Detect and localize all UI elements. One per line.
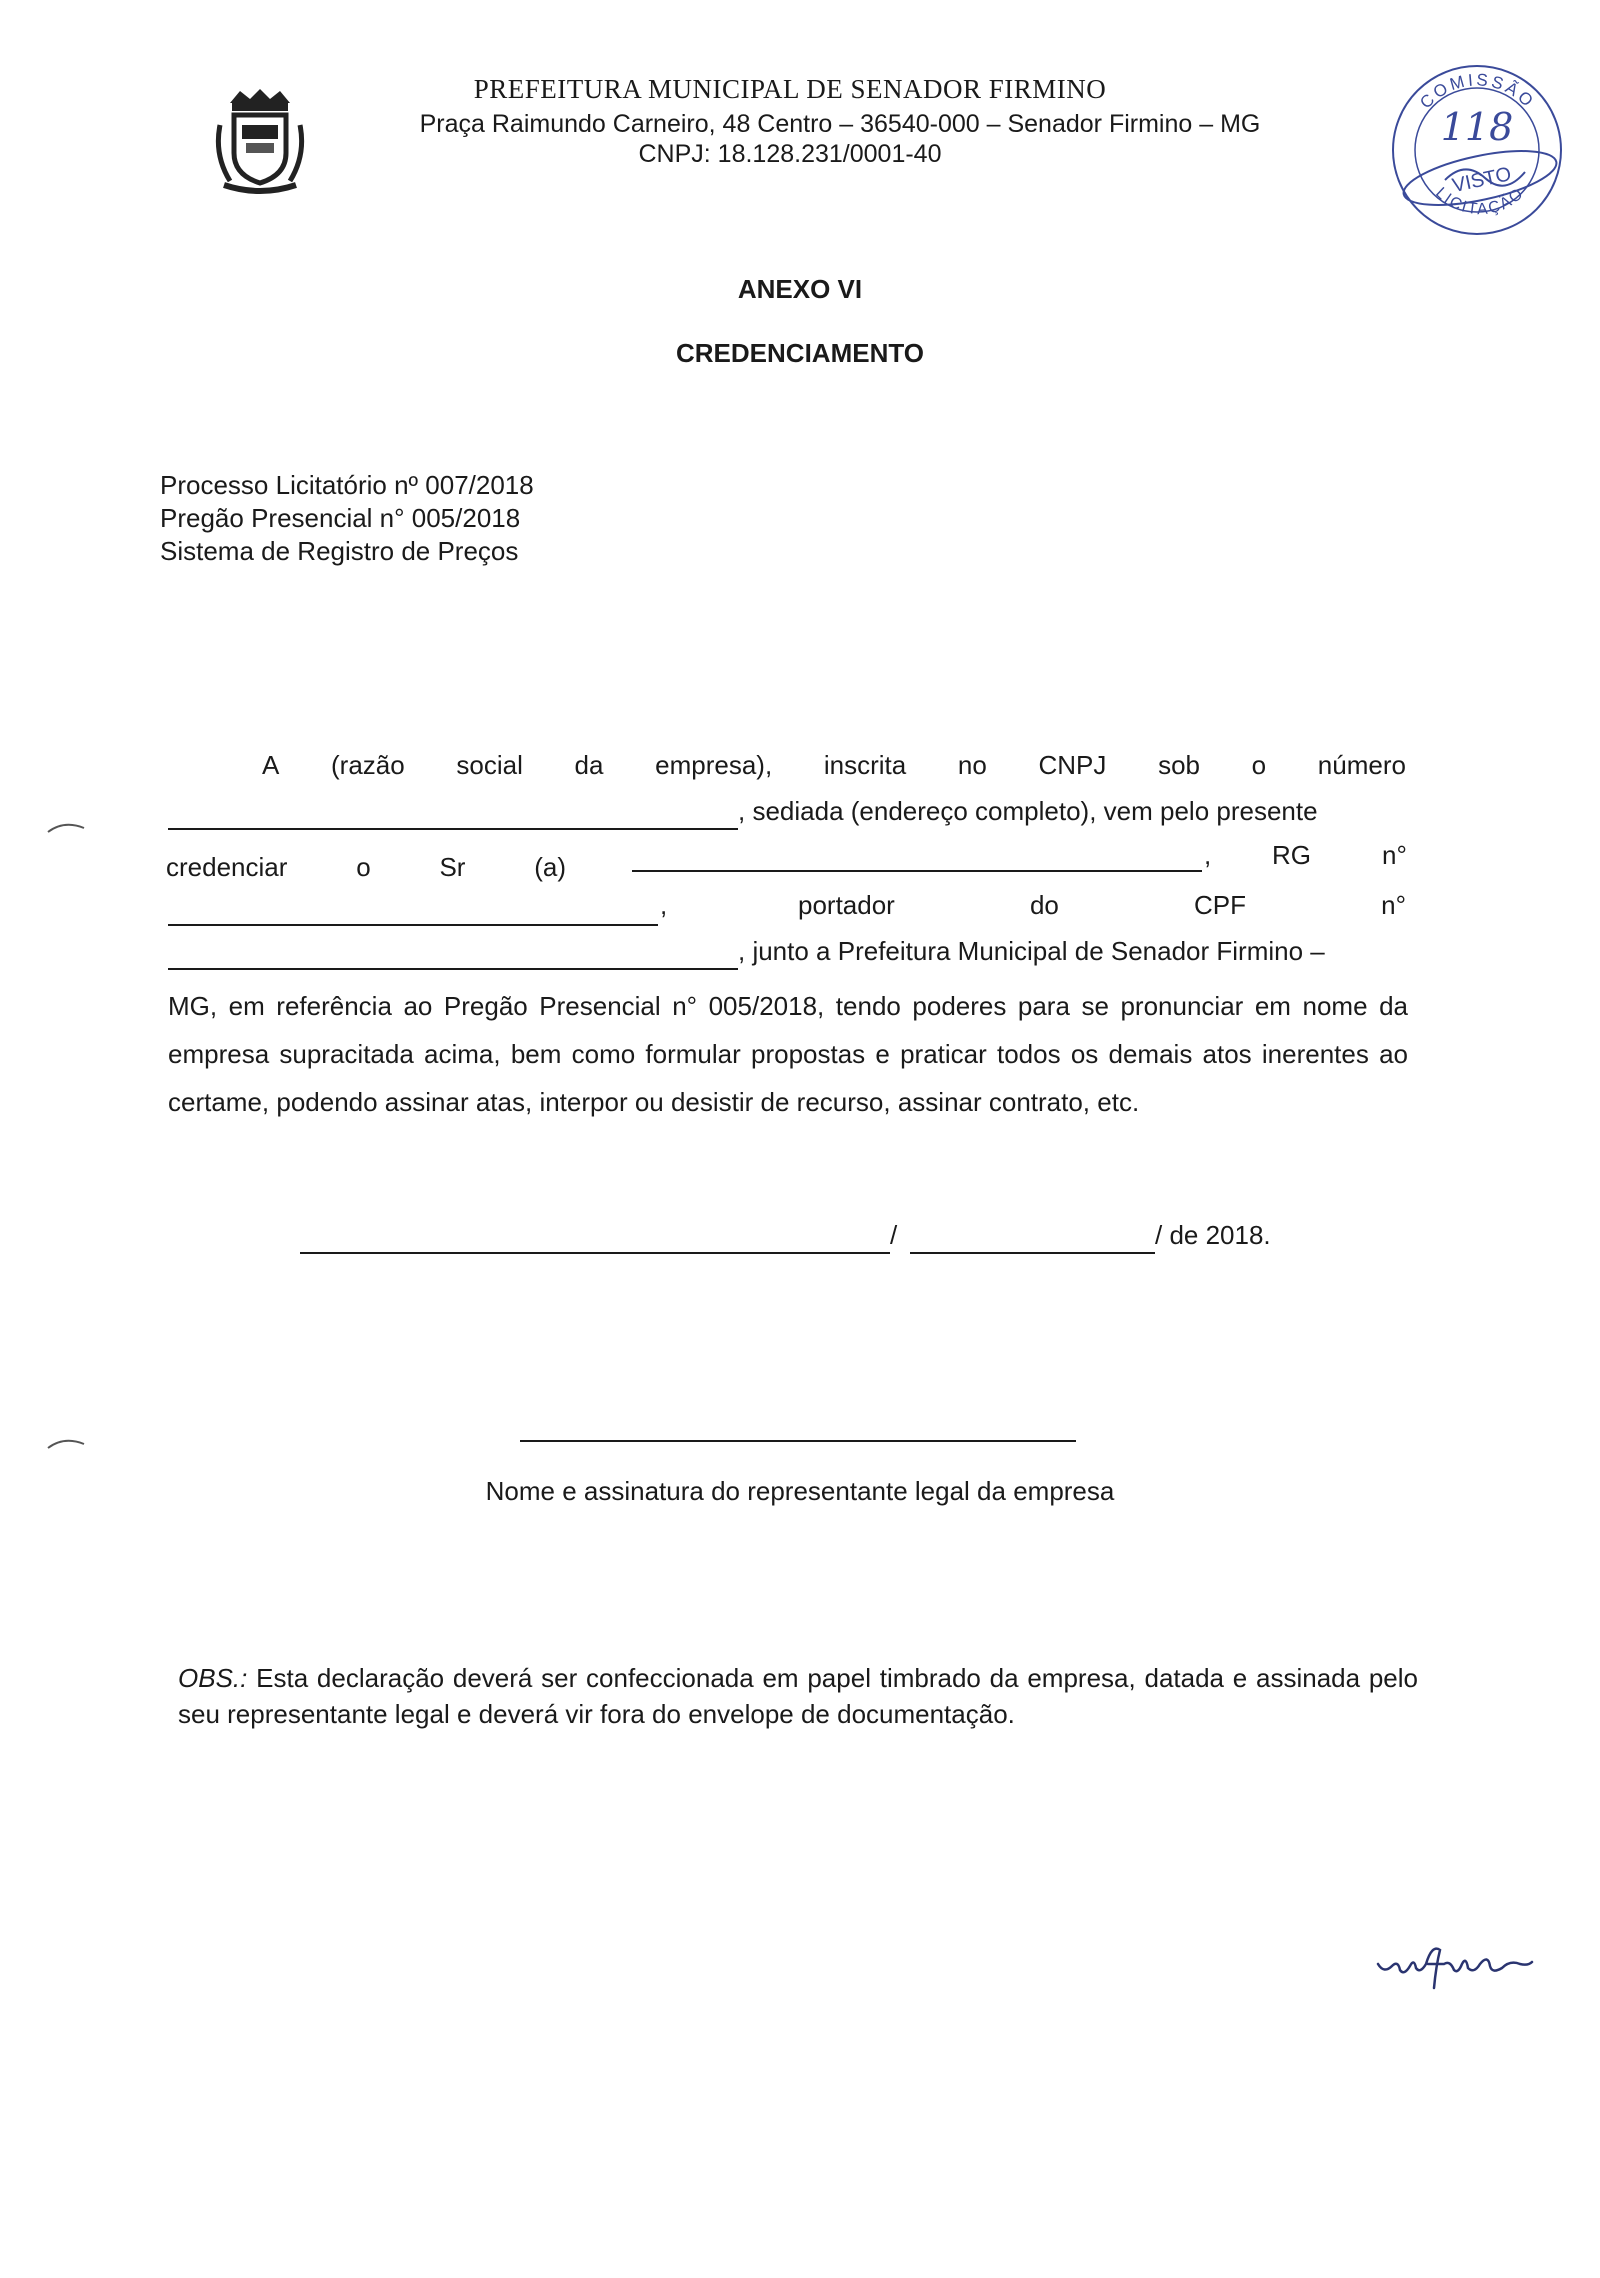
body-line-3-comma: , bbox=[1204, 840, 1212, 870]
hole-punch-mark-icon bbox=[46, 820, 86, 834]
pregao-number: Pregão Presencial n° 005/2018 bbox=[160, 503, 521, 533]
hole-punch-mark-icon bbox=[46, 1436, 86, 1450]
stamp-middle-text: VISTO bbox=[1450, 163, 1514, 198]
representative-name-blank-line[interactable] bbox=[632, 870, 1202, 872]
signature-label: Nome e assinatura do representante legal da empresa bbox=[485, 1476, 1115, 1506]
header-address: Praça Raimundo Carneiro, 48 Centro – 36540-000 – Senador Firmino – MG bbox=[419, 110, 1261, 138]
date-year: / de 2018. bbox=[1155, 1220, 1271, 1250]
commission-stamp bbox=[1385, 60, 1570, 240]
cnpj-blank-line[interactable] bbox=[168, 828, 738, 830]
body-line-4-comma: , bbox=[660, 890, 668, 920]
body-line-3-words: credenciar o Sr (a) bbox=[166, 852, 566, 882]
body-line-1: A (razão social da empresa), inscrita no CNPJ sob o número bbox=[262, 750, 1406, 780]
process-number: Processo Licitatório nº 007/2018 bbox=[160, 470, 534, 500]
observation-label: OBS.: bbox=[178, 1663, 248, 1693]
body-line-4-words: portador do CPF n° bbox=[798, 890, 1406, 920]
annex-title: ANEXO VI bbox=[737, 274, 863, 304]
observation-text: Esta declaração deverá ser confeccionada em papel timbrado da empresa, datada e assinada pelo seu representante legal e deverá vir fora do envelope de documentação. bbox=[178, 1663, 1418, 1729]
observation-note bbox=[178, 1660, 1418, 1732]
date-day-blank-line[interactable] bbox=[300, 1252, 890, 1254]
stamp-top-text: COMISSÃO bbox=[1416, 70, 1539, 113]
document-title: CREDENCIAMENTO bbox=[676, 338, 924, 368]
header-cnpj: CNPJ: 18.128.231/0001-40 bbox=[638, 140, 942, 168]
date-separator: / bbox=[890, 1220, 898, 1250]
stamp-bottom-text: LICITAÇÃO bbox=[1432, 184, 1528, 219]
body-line-3-number: n° bbox=[1382, 840, 1407, 870]
registry-system: Sistema de Registro de Preços bbox=[160, 536, 519, 566]
body-paragraph: MG, em referência ao Pregão Presencial n° 005/2018, tendo poderes para se pronunciar em nome da empresa supracitada acima, bem como formular propostas e praticar todos os demais atos inerentes ao certame, podendo assinar atas, interpor ou desistir de recurso, assinar contrato, etc. bbox=[168, 991, 1408, 1117]
cpf-blank-line[interactable] bbox=[168, 968, 738, 970]
body-line-5: , junto a Prefeitura Municipal de Senador Firmino – bbox=[738, 936, 1325, 966]
handwritten-initials-icon bbox=[1370, 1930, 1570, 2010]
signature-line[interactable] bbox=[520, 1440, 1076, 1442]
stamp-number: 118 bbox=[1440, 105, 1514, 149]
header-title: PREFEITURA MUNICIPAL DE SENADOR FIRMINO bbox=[473, 74, 1107, 104]
municipal-coat-of-arms-icon bbox=[210, 85, 310, 195]
date-month-blank-line[interactable] bbox=[910, 1252, 1155, 1254]
body-line-3-rg: RG bbox=[1272, 840, 1311, 870]
body-line-2: , sediada (endereço completo), vem pelo presente bbox=[738, 796, 1318, 826]
rg-blank-line[interactable] bbox=[168, 924, 658, 926]
